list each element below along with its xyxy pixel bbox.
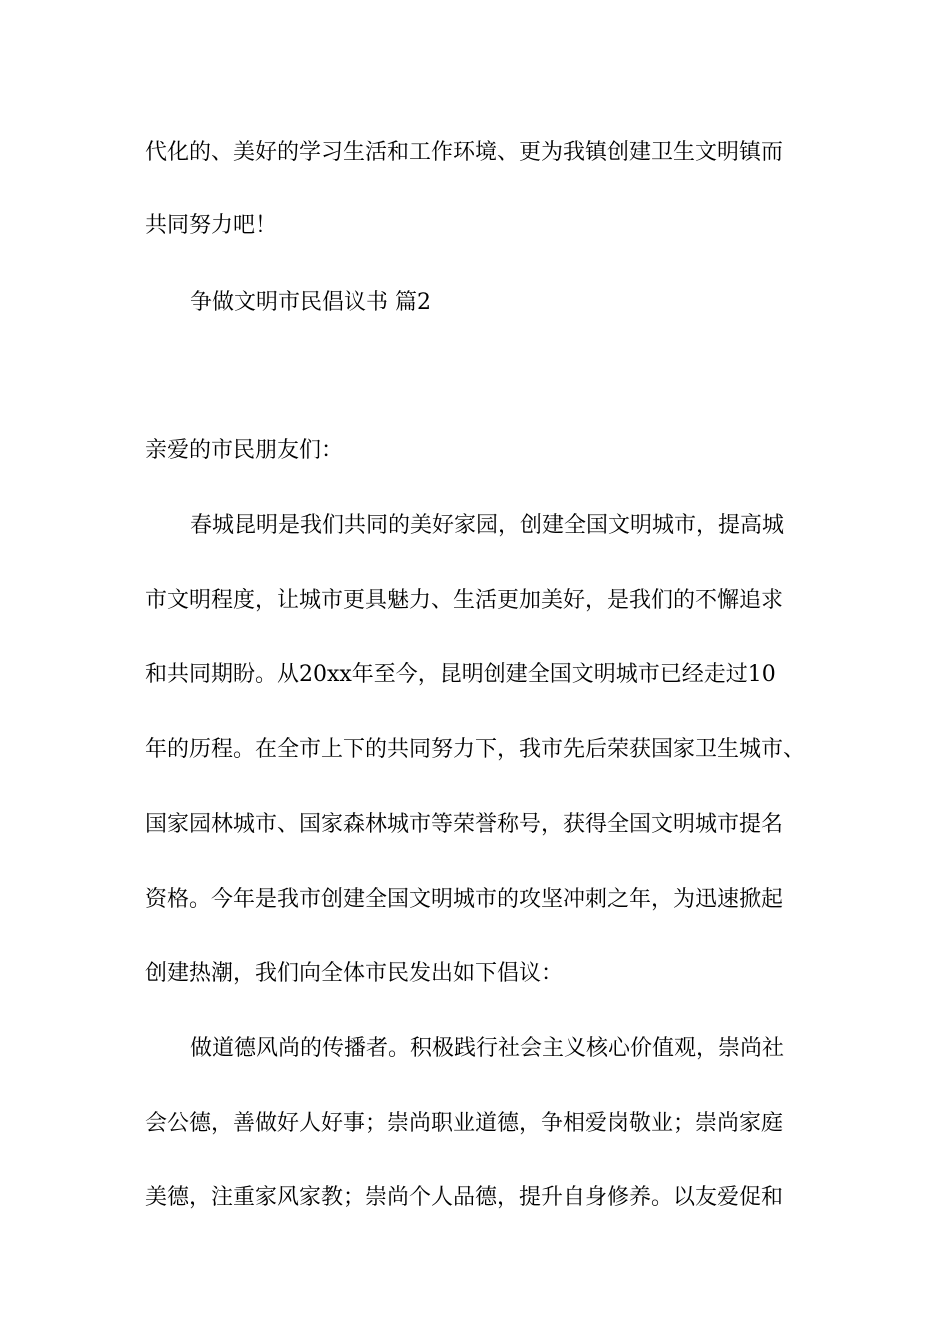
text-line: 国家园林城市、国家森林城市等荣誉称号，获得全国文明城市提名 (145, 812, 784, 837)
text-line: 共同努力吧！ (145, 213, 278, 238)
text-line: 代化的、美好的学习生活和工作环境、更为我镇创建卫生文明镇而 (145, 140, 784, 165)
text-line: 会公德，善做好人好事；崇尚职业道德，争相爱岗敬业；崇尚家庭 (145, 1111, 784, 1136)
text-line: 年的历程。在全市上下的共同努力下，我市先后荣获国家卫生城市、 (145, 737, 806, 762)
text-line: 资格。今年是我市创建全国文明城市的攻坚冲刺之年，为迅速掀起 (145, 887, 784, 912)
section-heading: 争做文明市民倡议书 篇2 (190, 290, 431, 315)
text-line: 创建热潮，我们向全体市民发出如下倡议： (145, 961, 564, 986)
text-line: 市文明程度，让城市更具魅力、生活更加美好，是我们的不懈追求 (145, 588, 784, 613)
text-line: 和共同期盼。从20xx年至今，昆明创建全国文明城市已经走过10 (145, 662, 776, 687)
text-line: 做道德风尚的传播者。积极践行社会主义核心价值观，崇尚社 (190, 1036, 785, 1061)
text-line: 春城昆明是我们共同的美好家园，创建全国文明城市，提高城 (190, 513, 785, 538)
text-line: 美德，注重家风家教；崇尚个人品德，提升自身修养。以友爱促和 (145, 1185, 784, 1210)
salutation: 亲爱的市民朋友们： (145, 438, 344, 463)
